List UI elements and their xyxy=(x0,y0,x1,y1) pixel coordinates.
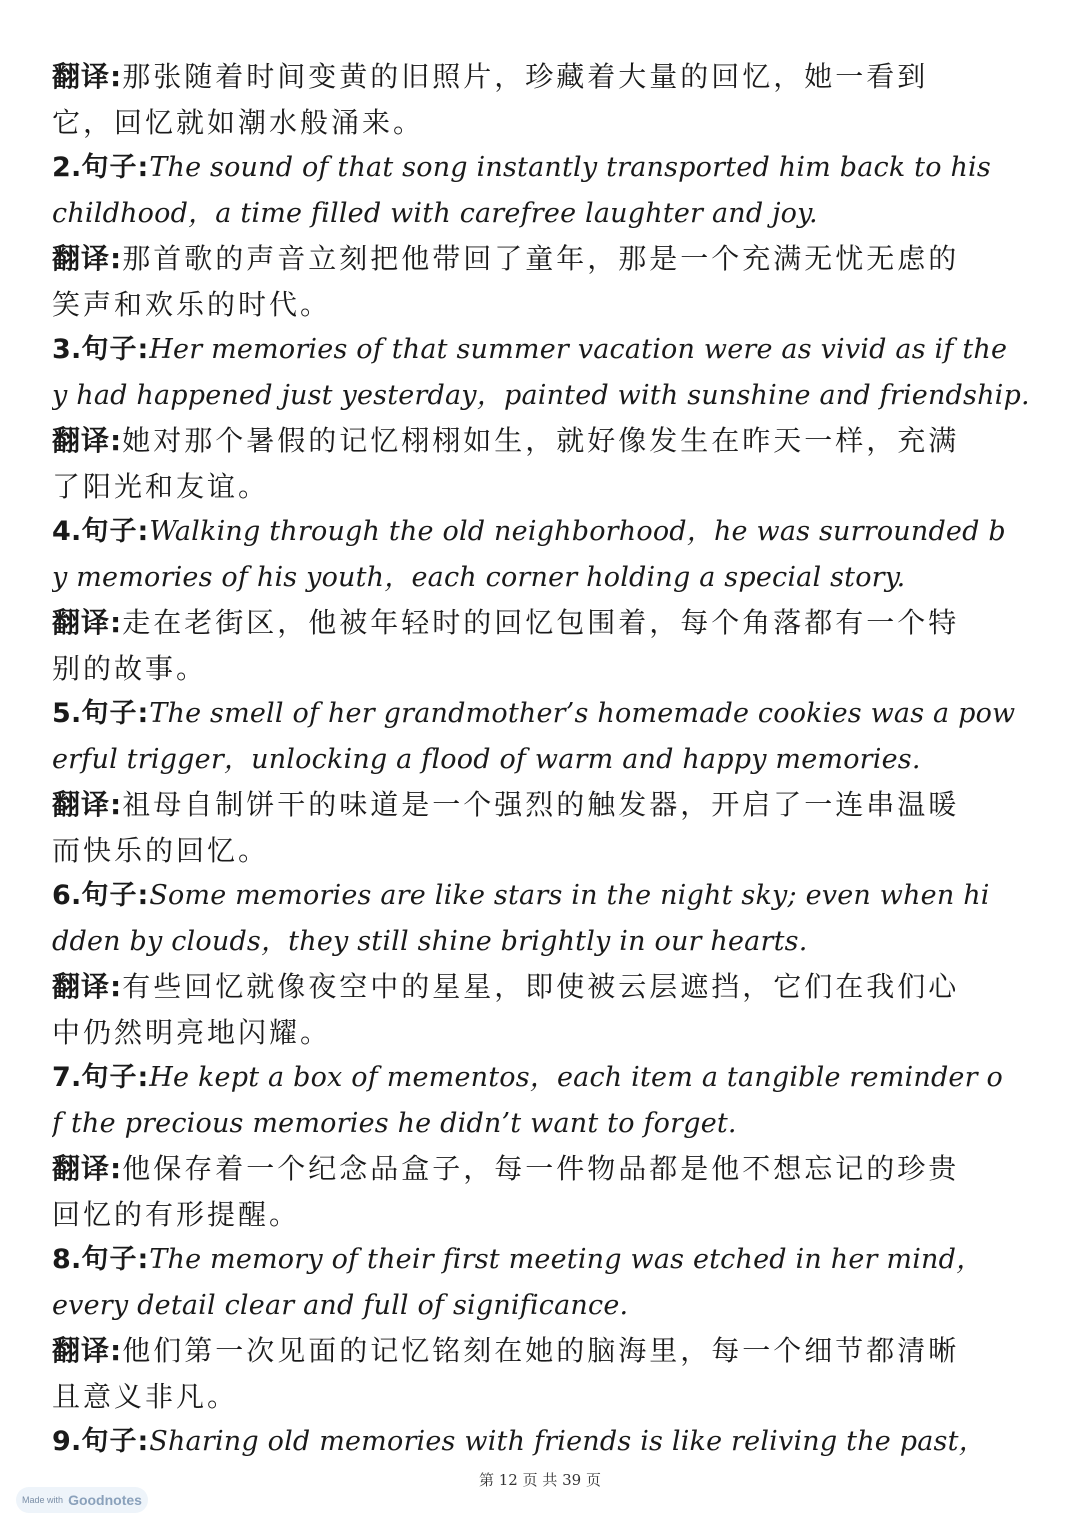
english-sentence-line xyxy=(52,691,1042,737)
chinese-translation-line xyxy=(52,100,1042,146)
chinese-translation-line xyxy=(52,964,1042,1010)
line-text: The sound of that song instantly transported him back to his xyxy=(149,152,991,183)
chinese-translation-line xyxy=(52,54,1042,100)
line-text: 而快乐的回忆。 xyxy=(52,833,270,867)
sentence-number: 4. xyxy=(52,516,82,547)
sentence-label: 句子: xyxy=(81,1426,150,1457)
english-sentence-line xyxy=(52,373,1042,419)
sentence-label: 句子: xyxy=(81,1062,150,1093)
sentence-number: 3. xyxy=(52,334,82,365)
chinese-translation-line xyxy=(52,418,1042,464)
line-text: 祖母自制饼干的味道是一个强烈的触发器，开启了一连串温暖 xyxy=(122,788,960,821)
chinese-translation-line xyxy=(52,782,1042,828)
line-text: The memory of their first meeting was etched in her mind， xyxy=(149,1244,984,1275)
chinese-translation-line xyxy=(52,1374,1042,1420)
made-with-label: Made with xyxy=(22,1495,64,1505)
line-text: 有些回忆就像夜空中的星星，即使被云层遮挡，它们在我们心 xyxy=(122,970,960,1003)
translation-label: 翻译: xyxy=(52,788,123,821)
sentence-label: 句子: xyxy=(81,516,150,547)
english-sentence-line xyxy=(52,145,1042,191)
line-text: The smell of her grandmother’s homemade cookies was a pow xyxy=(149,698,1016,729)
chinese-translation-line xyxy=(52,646,1042,692)
line-text: 回忆的有形提醒。 xyxy=(52,1197,301,1231)
sentence-label: 句子: xyxy=(81,698,150,729)
english-sentence-line xyxy=(52,1237,1042,1283)
english-sentence-line xyxy=(52,555,1042,601)
translation-label: 翻译: xyxy=(52,424,123,457)
chinese-translation-line xyxy=(52,282,1042,328)
english-sentence-line xyxy=(52,737,1042,783)
line-text: He kept a box of mementos，each item a tangible reminder o xyxy=(149,1062,1003,1093)
line-text: Walking through the old neighborhood，he was surrounded b xyxy=(149,516,1006,547)
sentence-number: 6. xyxy=(52,880,82,911)
english-sentence-line xyxy=(52,1419,1042,1465)
line-text: y memories of his youth，each corner holding a special story. xyxy=(52,561,906,593)
english-sentence-line xyxy=(52,509,1042,555)
sentence-number: 7. xyxy=(52,1062,82,1093)
line-text: y had happened just yesterday，painted with sunshine and friendship. xyxy=(52,379,1030,411)
line-text: 笑声和欢乐的时代。 xyxy=(52,287,332,321)
english-sentence-line xyxy=(52,873,1042,919)
chinese-translation-line xyxy=(52,1146,1042,1192)
line-text: 它，回忆就如潮水般涌来。 xyxy=(52,105,425,139)
chinese-translation-line xyxy=(52,600,1042,646)
translation-label: 翻译: xyxy=(52,1334,123,1367)
english-sentence-line xyxy=(52,1283,1042,1329)
english-sentence-line xyxy=(52,919,1042,965)
line-text: dden by clouds，they still shine brightly in our hearts. xyxy=(52,925,808,957)
line-text: f the precious memories he didn’t want to forget. xyxy=(52,1107,737,1139)
sentence-label: 句子: xyxy=(81,152,150,183)
translation-label: 翻译: xyxy=(52,60,123,93)
sentence-label: 句子: xyxy=(81,1244,150,1275)
line-text: erful trigger，unlocking a flood of warm and happy memories. xyxy=(52,743,921,775)
sentence-number: 9. xyxy=(52,1426,82,1457)
chinese-translation-line xyxy=(52,236,1042,282)
english-sentence-line xyxy=(52,191,1042,237)
goodnotes-brand: Goodnotes xyxy=(68,1492,142,1508)
translation-label: 翻译: xyxy=(52,1152,123,1185)
line-text: 了阳光和友谊。 xyxy=(52,469,270,503)
sentence-label: 句子: xyxy=(81,334,150,365)
line-text: 走在老街区，他被年轻时的回忆包围着，每个角落都有一个特 xyxy=(122,606,960,639)
page-number: 第 12 页 共 39 页 xyxy=(478,1471,601,1489)
line-text: Her memories of that summer vacation were as vivid as if the xyxy=(149,334,1008,365)
sentence-label: 句子: xyxy=(81,880,150,911)
line-text: 中仍然明亮地闪耀。 xyxy=(52,1015,332,1049)
line-text: childhood，a time filled with carefree laughter and joy. xyxy=(52,197,818,229)
line-text: 且意义非凡。 xyxy=(52,1379,239,1413)
chinese-translation-line xyxy=(52,464,1042,510)
english-sentence-line xyxy=(52,1101,1042,1147)
line-text: 那张随着时间变黄的旧照片，珍藏着大量的回忆，她一看到 xyxy=(122,60,929,93)
english-sentence-line xyxy=(52,327,1042,373)
document-body xyxy=(52,54,1042,1465)
chinese-translation-line xyxy=(52,1010,1042,1056)
line-text: 那首歌的声音立刻把他带回了童年，那是一个充满无忧无虑的 xyxy=(122,242,960,275)
line-text: 别的故事。 xyxy=(52,651,208,685)
line-text: 他们第一次见面的记忆铭刻在她的脑海里，每一个细节都清晰 xyxy=(122,1334,960,1367)
chinese-translation-line xyxy=(52,1192,1042,1238)
goodnotes-badge[interactable] xyxy=(16,1487,148,1513)
chinese-translation-line xyxy=(52,828,1042,874)
line-text: 她对那个暑假的记忆栩栩如生，就好像发生在昨天一样，充满 xyxy=(122,424,960,457)
sentence-number: 2. xyxy=(52,152,82,183)
line-text: Sharing old memories with friends is like reliving the past， xyxy=(149,1426,986,1457)
line-text: 他保存着一个纪念品盒子，每一件物品都是他不想忘记的珍贵 xyxy=(122,1152,960,1185)
chinese-translation-line xyxy=(52,1328,1042,1374)
translation-label: 翻译: xyxy=(52,242,123,275)
english-sentence-line xyxy=(52,1055,1042,1101)
sentence-number: 5. xyxy=(52,698,82,729)
sentence-number: 8. xyxy=(52,1244,82,1275)
line-text: every detail clear and full of significance. xyxy=(52,1289,629,1321)
line-text: Some memories are like stars in the night sky; even when hi xyxy=(149,880,990,911)
translation-label: 翻译: xyxy=(52,970,123,1003)
translation-label: 翻译: xyxy=(52,606,123,639)
